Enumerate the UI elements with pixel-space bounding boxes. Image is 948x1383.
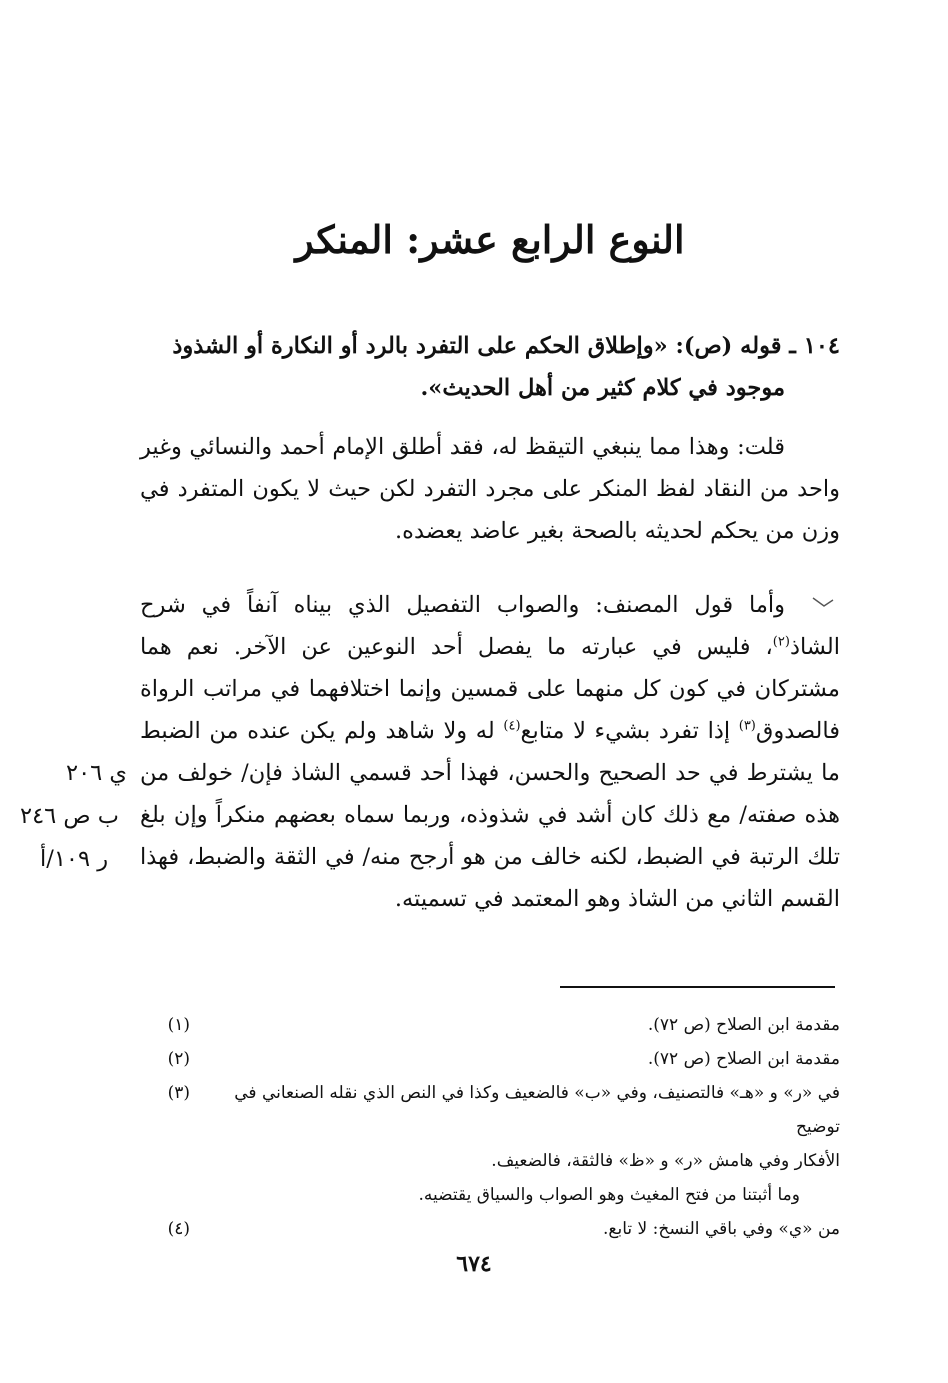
paragraph-3-part1: وأما قول المصنف: والصواب التفصيل الذي بيناه آنفاً في شرح الشاذ [140, 592, 840, 660]
section-heading-line2: موجود في كلام كثير من أهل الحديث». [420, 375, 785, 401]
footnote-3-line2: الأفكار وفي هامش «ر» و «ظ» فالثقة، فالضعيف. [491, 1151, 840, 1171]
paragraph-2-text: قلت: وهذا مما ينبغي التيقظ له، فقد أطلق الإمام أحمد والنسائي وغير واحد من النقاد لفظ المنكر على مجرد التفرد لكن حيث لا يكون المتفرد في وزن من يحكم لحديثه بالصحة بغير عاضد يعضده. [140, 434, 840, 544]
footnote-number: (٣) [167, 1083, 190, 1103]
footnote-ref-4[interactable]: (٤) [503, 718, 521, 734]
footnote-4 [140, 1212, 840, 1246]
margin-note-3: ر ١٠٩/أ [40, 846, 109, 872]
footnote-1 [140, 1008, 840, 1042]
footnote-2 [140, 1042, 840, 1076]
paragraph-3-part4: له ولا شاهد ولم يكن عنده من الضبط ما يشترط في حد الصحيح والحسن، فهذا أحد قسمي الشاذ فإن/ خولف من هذه صفته/ مع ذلك كان أشد في شذوذه، وربما سماه بعضهم منكراً وإن بلغ تلك الرتبة في الضبط، لكنه خالف من هو أرجح منه/ في الثقة والضبط، فهذا القسم الثاني من الشاذ وهو المعتمد في تسميته. [140, 718, 840, 912]
paragraph-3-part2: ، فليس في عبارته ما يفصل أحد النوعين عن الآخر. نعم هما مشتركان في كون كل منهما على قمسين وإنما اختلافهما في مراتب الرواة فالصدوق [140, 634, 840, 744]
margin-note-2: ب ص ٢٤٦ [20, 803, 119, 829]
section-number: ١٠٤ ـ [789, 333, 840, 359]
paragraph-3-part3: إذا تفرد بشيء لا متابع [520, 718, 739, 744]
chapter-title: النوع الرابع عشر: المنكر [295, 217, 685, 262]
paragraph-2 [140, 426, 840, 552]
footnote-text: من «ي» وفي باقي النسخ: لا تابع. [603, 1219, 840, 1239]
footnote-text: مقدمة ابن الصلاح (ص ٧٢). [647, 1015, 840, 1035]
paragraph-3 [140, 584, 840, 920]
margin-note-1: ي ٢٠٦ [66, 760, 128, 786]
footnote-ref-3[interactable]: (٣) [738, 718, 756, 734]
footnote-number: (٤) [167, 1219, 190, 1239]
section-heading [140, 325, 840, 409]
footnote-3-line3: وما أثبتنا من فتح المغيث وهو الصواب والسياق يقتضيه. [418, 1185, 800, 1205]
footnote-3-line1: في «ر» و «هـ» فالتصنيف، وفي «ب» فالضعيف وكذا في النص الذي نقله الصنعاني في توضيح [234, 1083, 840, 1137]
footnote-divider [560, 986, 835, 988]
footnote-number: (١) [167, 1015, 190, 1035]
footnote-ref-2[interactable]: (٢) [772, 634, 790, 650]
footnote-text [190, 1076, 840, 1212]
footnote-number: (٢) [167, 1049, 190, 1069]
footnotes [140, 1008, 840, 1246]
section-heading-line1: قوله (ص): «وإطلاق الحكم على التفرد بالرد أو النكارة أو الشذوذ [172, 333, 782, 359]
footnote-3 [140, 1076, 840, 1212]
footnote-text: مقدمة ابن الصلاح (ص ٧٢). [647, 1049, 840, 1069]
page-number: ٦٧٤ [456, 1251, 492, 1277]
